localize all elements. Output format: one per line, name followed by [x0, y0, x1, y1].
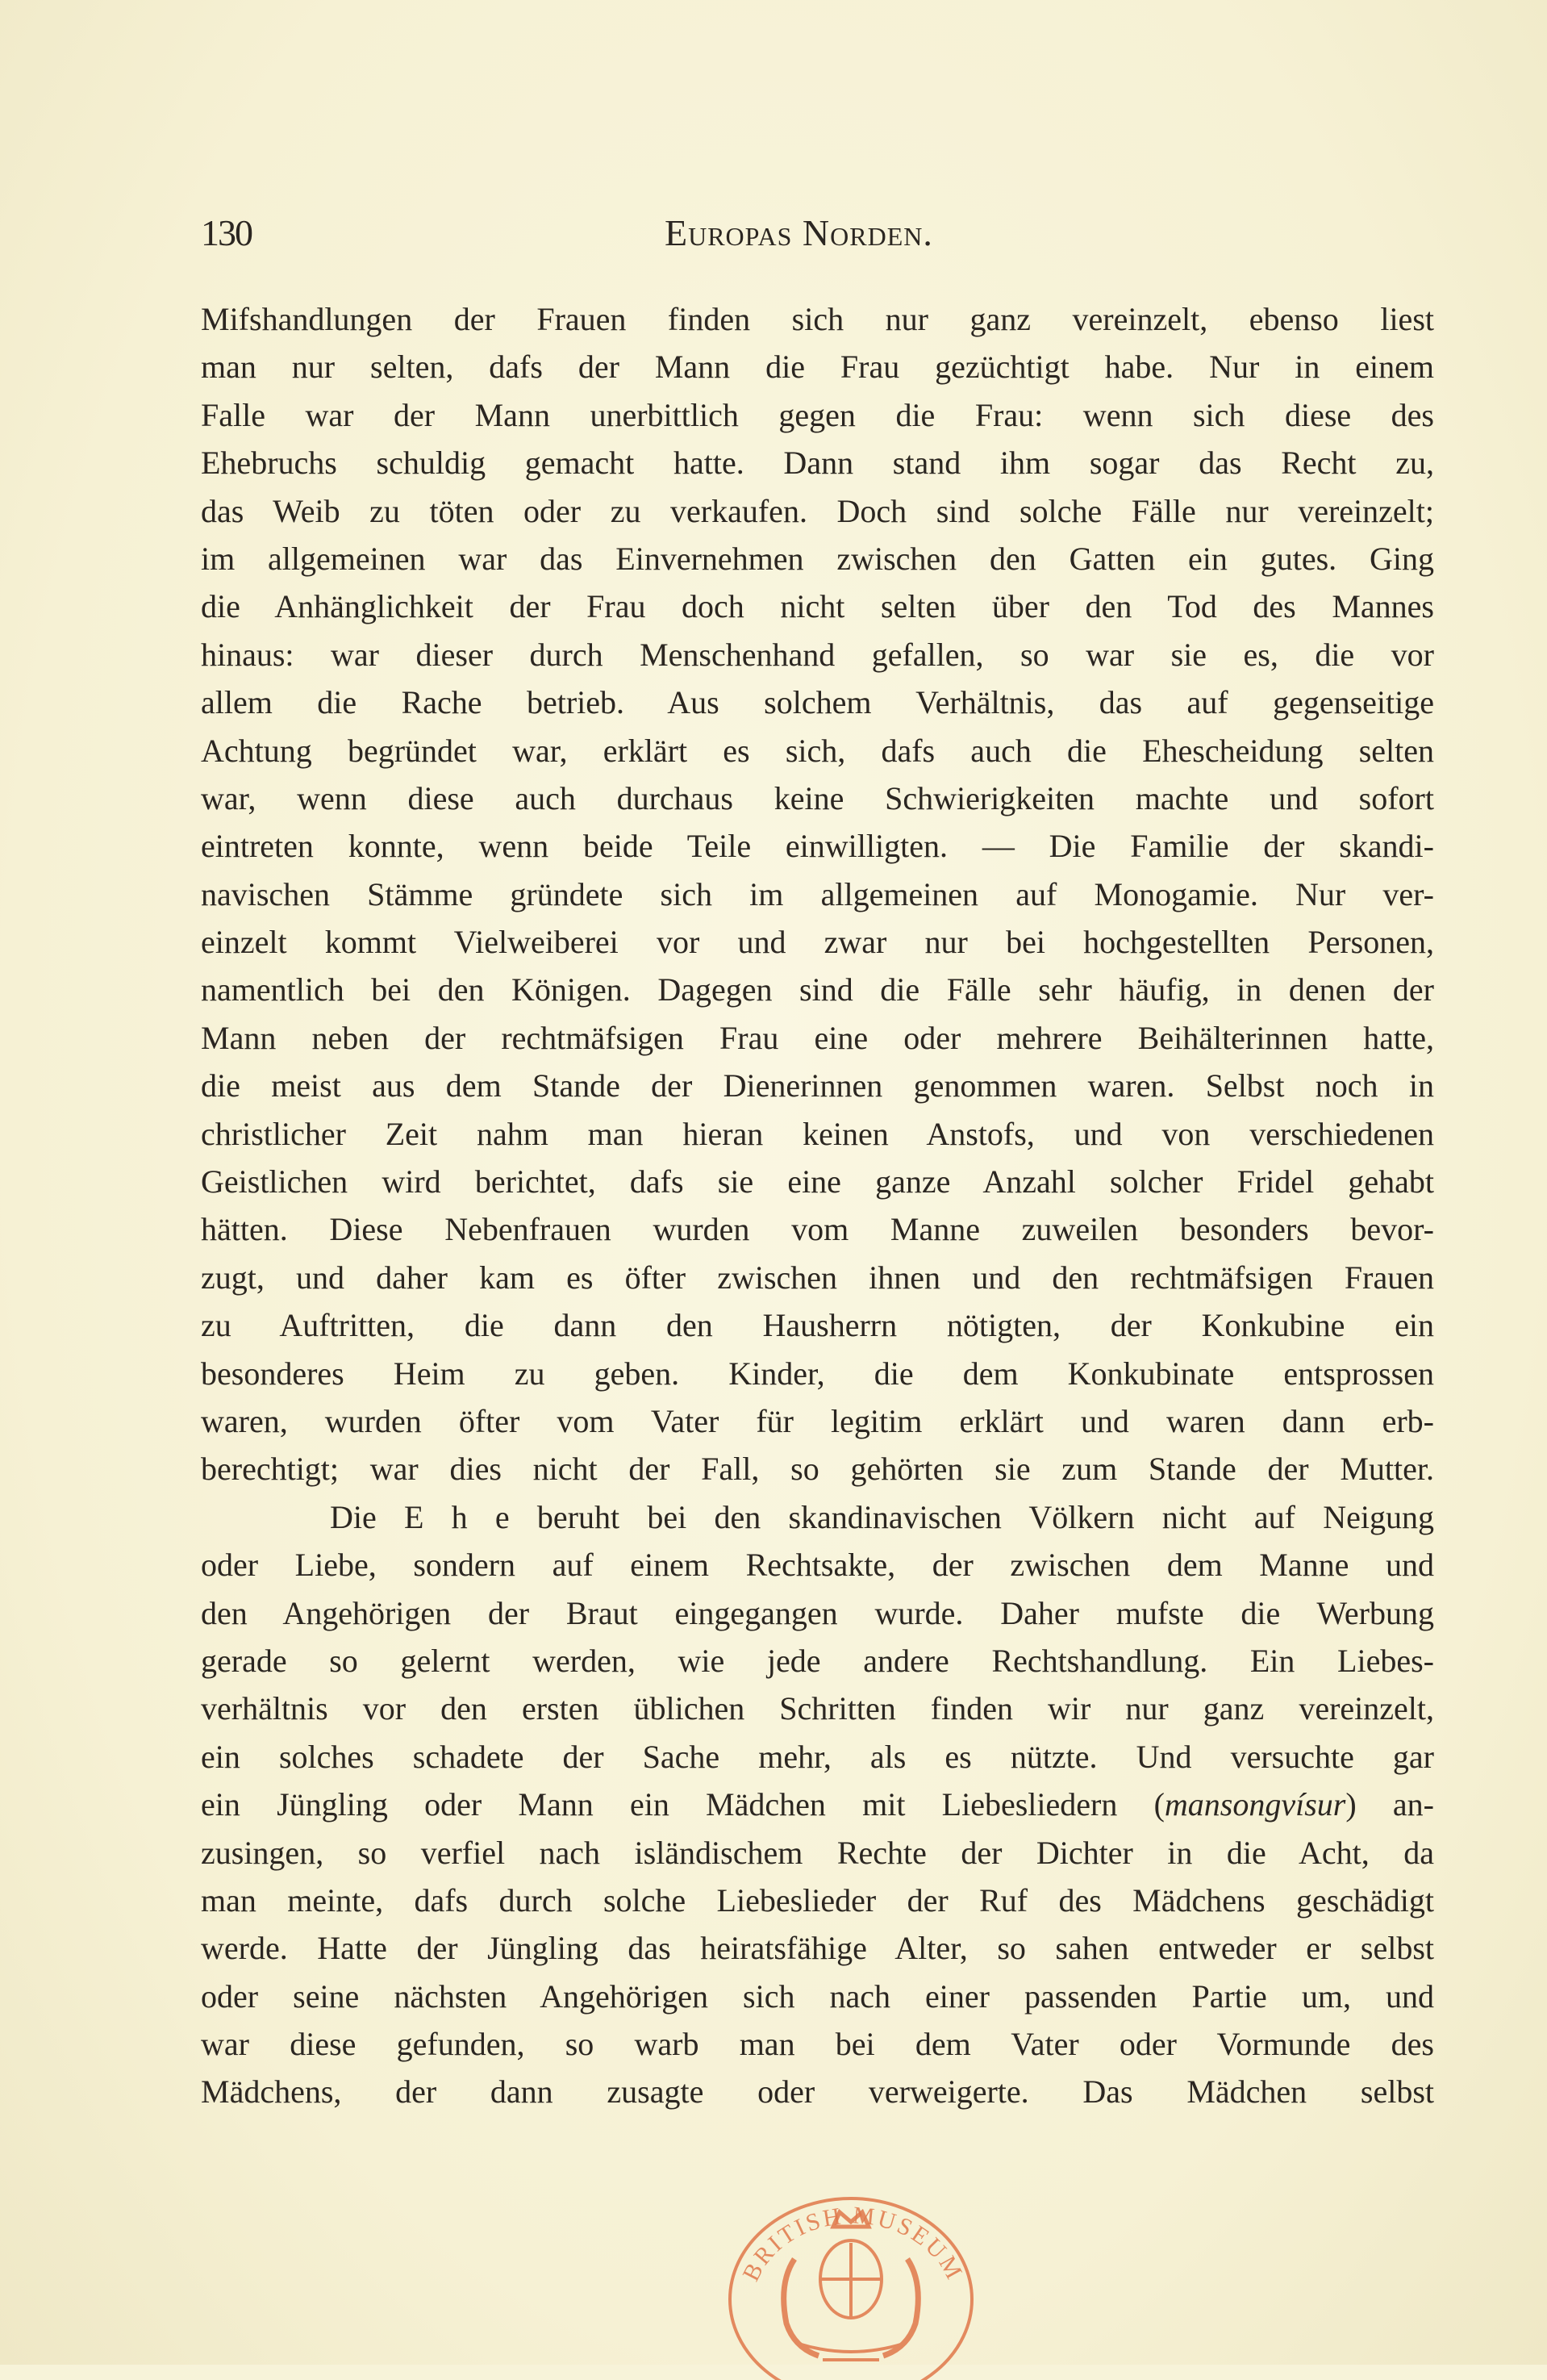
text-line: waren, wurden öfter vom Vater für legitim erklärt und waren dann erb-: [201, 1402, 1434, 1439]
text-line: besonderes Heim zu geben. Kinder, die dem Konkubinate entsprossen: [201, 1355, 1434, 1392]
text-line: Ehebruchs schuldig gemacht hatte. Dann stand ihm sogar das Recht zu,: [201, 445, 1434, 482]
text-line: ein solches schadete der Sache mehr, als es nützte. Und versuchte gar: [201, 1738, 1434, 1775]
text-line: [201, 1781, 1434, 1828]
svg-text:BRITISH MUSEUM: [737, 2202, 968, 2285]
text-line: Die E h e beruht bei den skandinavischen Völkern nicht auf Neigung: [330, 1498, 1434, 1535]
text-line: das Weib zu töten oder zu verkaufen. Doch sind solche Fälle nur vereinzelt;: [201, 492, 1434, 529]
italic-term: mansongvísur: [1164, 1786, 1346, 1823]
text-line: namentlich bei den Königen. Dagegen sind die Fälle sehr häufig, in denen der: [201, 971, 1434, 1008]
running-title: Europas Norden.: [665, 212, 933, 253]
text-line: werde. Hatte der Jüngling das heiratsfähige Alter, so sahen entweder er selbst: [201, 1930, 1434, 1967]
text-line: navischen Stämme gründete sich im allgemeinen auf Monogamie. Nur ver-: [201, 875, 1434, 912]
text-line: oder seine nächsten Angehörigen sich nach einer passenden Partie um, und: [201, 1977, 1434, 2015]
text-line: hätten. Diese Nebenfrauen wurden vom Manne zuweilen besonders bevor-: [201, 1211, 1434, 1248]
text-line: christlicher Zeit nahm man hieran keinen Anstofs, und von verschiedenen: [201, 1115, 1434, 1152]
text-line: verhältnis vor den ersten üblichen Schritten finden wir nur ganz vereinzelt,: [201, 1690, 1434, 1727]
text-line: zugt, und daher kam es öfter zwischen ihnen und den rechtmäfsigen Frauen: [201, 1259, 1434, 1296]
text-segment: ) an-: [1345, 1786, 1434, 1823]
text-line: die Anhänglichkeit der Frau doch nicht selten über den Tod des Mannes: [201, 588, 1434, 625]
british-museum-stamp: [722, 2170, 980, 2380]
text-line: Falle war der Mann unerbittlich gegen die Frau: wenn sich diese des: [201, 396, 1434, 433]
text-line: allem die Rache betrieb. Aus solchem Verhältnis, das auf gegenseitige: [201, 684, 1434, 721]
text-line: man meinte, dafs durch solche Liebeslieder der Ruf des Mädchens geschädigt: [201, 1881, 1434, 1919]
text-line: war diese gefunden, so warb man bei dem Vater oder Vormunde des: [201, 2026, 1434, 2063]
text-line: berechtigt; war dies nicht der Fall, so gehörten sie zum Stande der Mutter.: [201, 1451, 1434, 1488]
text-line: zu Auftritten, die dann den Hausherrn nötigten, der Konkubine ein: [201, 1307, 1434, 1344]
text-line: zusingen, so verfiel nach isländischem Rechte der Dichter in die Acht, da: [201, 1834, 1434, 1871]
text-line: Geistlichen wird berichtet, dafs sie eine ganze Anzahl solcher Fridel gehabt: [201, 1163, 1434, 1200]
text-line: Mifshandlungen der Frauen finden sich nur ganz vereinzelt, ebenso liest: [201, 301, 1434, 337]
text-segment: ein Jüngling oder Mann ein Mädchen mit Liebesliedern (: [201, 1786, 1165, 1823]
stamp-text: BRITISH MUSEUM: [737, 2202, 969, 2286]
text-line: Achtung begründet war, erklärt es sich, dafs auch die Ehescheidung selten: [201, 732, 1434, 769]
text-line: oder Liebe, sondern auf einem Rechtsakte, der zwischen dem Manne und: [201, 1547, 1434, 1584]
text-line: gerade so gelernt werden, wie jede andere Rechtshandlung. Ein Liebes-: [201, 1642, 1434, 1679]
text-line: Mann neben der rechtmäfsigen Frau eine oder mehrere Beihälterinnen hatte,: [201, 1019, 1434, 1056]
text-line: den Angehörigen der Braut eingegangen wurde. Daher mufste die Werbung: [201, 1594, 1434, 1631]
text-line: im allgemeinen war das Einvernehmen zwischen den Gatten ein gutes. Ging: [201, 540, 1434, 577]
text-line: man nur selten, dafs der Mann die Frau gezüchtigt habe. Nur in einem: [201, 349, 1434, 386]
text-line: war, wenn diese auch durchaus keine Schwierigkeiten machte und sofort: [201, 779, 1434, 816]
text-line: hinaus: war dieser durch Menschenhand gefallen, so war sie es, die vor: [201, 636, 1434, 673]
text-line: die meist aus dem Stande der Dienerinnen genommen waren. Selbst noch in: [201, 1067, 1434, 1104]
body-text: [201, 295, 1434, 2116]
page-header: [201, 211, 1434, 260]
text-line: eintreten konnte, wenn beide Teile einwilligten. — Die Familie der skandi-: [201, 828, 1434, 865]
text-line: Mädchens, der dann zusagte oder verweigerte. Das Mädchen selbst: [201, 2073, 1434, 2111]
text-line: einzelt kommt Vielweiberei vor und zwar nur bei hochgestellten Personen,: [201, 924, 1434, 961]
page-number: 130: [201, 212, 252, 253]
